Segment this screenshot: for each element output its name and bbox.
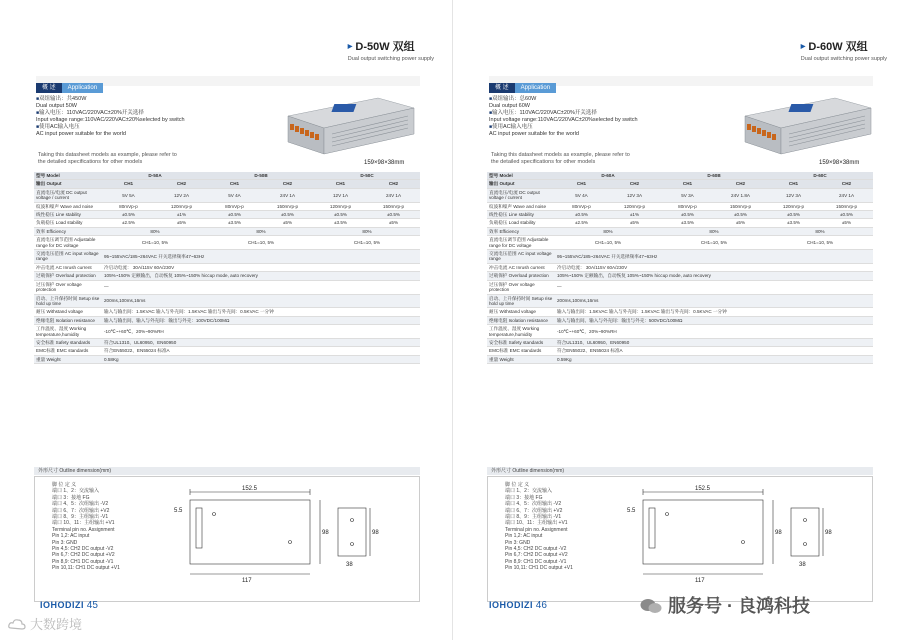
spec-cell: 24V 1.8A [714, 188, 767, 202]
spec-cell: CH1 [208, 180, 261, 188]
spec-cell: 输入与输出间：1.5KVAC 输入与外壳间：1.5KVAC 输出与外壳间：0.5KVAC 一分钟 [102, 308, 420, 316]
spec-cell: 105%~150% 定额输出，自动恢复 105%~150% hiccup mode, auto recovery [555, 272, 873, 280]
spec-row [34, 355, 420, 363]
spec-cell: D-50B [208, 172, 314, 180]
spec-cell: 5V 4A [555, 188, 608, 202]
spec-row [34, 263, 420, 271]
page-number: 46 [535, 600, 547, 611]
pin-line: Pin 8,9: CH1 DC output -V1 [52, 558, 114, 565]
spec-label: 耐压 Withstand voltage [34, 308, 102, 316]
brand-logo: IOHODIZI [40, 600, 84, 610]
spec-cell: 冷启动电流： 30A/115V 60A/230V [102, 263, 420, 271]
spec-cell: 12V 2A [155, 188, 208, 202]
spec-cell: 5V 3A [661, 188, 714, 202]
spec-row [34, 280, 420, 294]
pin-line: 脚 位 定 义 [505, 482, 530, 488]
spec-cell: 150mVp-p [714, 202, 767, 210]
note-line: the detailed specifications for other models [491, 159, 596, 165]
spec-cell: ±5% [261, 219, 314, 227]
spec-row [34, 272, 420, 280]
pin-line: Pin 6,7: CH2 DC output +V2 [505, 552, 568, 559]
spec-cell: 120mVp-p [767, 202, 820, 210]
spec-table [487, 172, 873, 364]
spec-cell: ±0.5% [261, 211, 314, 219]
spec-cell: 80% [661, 227, 767, 235]
pin-line: 端口 8、9：主组输出 -V1 [505, 514, 562, 521]
spec-row [487, 272, 873, 280]
spec-cell: 120mVp-p [314, 202, 367, 210]
spec-cell: 80% [208, 227, 314, 235]
feature-item: Dual output 50W [36, 103, 77, 109]
cloud-logo-icon [8, 617, 26, 631]
spec-label: 直流电压调节范围 Adjustable range for DC voltage [34, 236, 102, 250]
spec-label: 交流电压范围 AC input voltage range [34, 250, 102, 264]
spec-cell: D-50C [314, 172, 420, 180]
spec-cell: ±5% [714, 219, 767, 227]
spec-cell: 24V 1A [820, 188, 873, 202]
spec-label: 输出 Output [34, 180, 102, 188]
spec-row [487, 316, 873, 324]
spec-cell: CH1=10, 5% [767, 236, 873, 250]
spec-cell: ±3.5% [767, 219, 820, 227]
spec-row [487, 338, 873, 346]
spec-cell: CH1=10, 5% [314, 236, 420, 250]
spec-row [34, 227, 420, 235]
spec-cell: D-50A [102, 172, 208, 180]
spec-label: 冲击电流 AC Inrush current [487, 263, 555, 271]
spec-cell: 24V 1A [261, 188, 314, 202]
spec-cell: 24V 1A [367, 188, 420, 202]
product-image [725, 94, 873, 156]
feature-item: Input voltage range:110VAC/220VAC±20%selected by switch [489, 117, 638, 123]
spec-row [487, 280, 873, 294]
pin-line: 端口 3：接地 FG [505, 494, 543, 501]
spec-label: 直流电压/电流 DC output voltage / current [487, 188, 555, 202]
brand-logo: IOHODIZI [489, 600, 533, 610]
dim-text: 98 [372, 530, 379, 536]
spec-row [487, 202, 873, 210]
pin-line: Terminal pin no. Assignment [505, 526, 568, 533]
outline-drawing [170, 482, 384, 594]
spec-cell: CH2 [820, 180, 873, 188]
spec-cell: 95~155VAC/185~264VAC 开关选择频率47~63Hz [555, 250, 873, 264]
spec-row [34, 347, 420, 355]
spec-row [34, 308, 420, 316]
pin-assignment [505, 482, 615, 572]
feature-item: ■ 输入电压：110VAC/220VAC±20%开关选择 [36, 110, 185, 117]
spec-label: 启动、上升保持时间 Setup rise hold up time [34, 294, 102, 308]
spec-cell: CH1=10, 5% [208, 236, 314, 250]
outline-section-title: 外形尺寸 Outline dimension(mm) [487, 467, 873, 475]
spec-cell: 150mVp-p [261, 202, 314, 210]
feature-item: ■ 使用AC输入电压 [489, 124, 638, 131]
spec-label: 纹波和噪声 Wave and noise [34, 202, 102, 210]
spec-cell: 80mVp-p [555, 202, 608, 210]
outline-drawing [623, 482, 837, 594]
spec-label: 过压保护 Over voltage protection [487, 280, 555, 294]
spec-row [34, 211, 420, 219]
power-supply-illustration [268, 94, 416, 156]
pin-line: Pin 3: GND [52, 539, 78, 546]
spec-cell: 200ms,100ms,16ms [555, 294, 873, 308]
dim-text: 38 [346, 562, 353, 568]
spec-label: 直流电压/电流 DC output voltage / current [34, 188, 102, 202]
spec-cell: 0.59Kg [555, 355, 873, 363]
spec-label: 重量 Weight [34, 355, 102, 363]
spec-cell: D-60C [767, 172, 873, 180]
spec-cell: CH2 [714, 180, 767, 188]
dimension-label: 159×98×38mm [819, 160, 860, 166]
spec-cell: ±0.5% [102, 211, 155, 219]
power-supply-illustration [725, 94, 873, 156]
spec-label: 耐压 Withstand voltage [487, 308, 555, 316]
application-bar [36, 76, 420, 91]
dim-text: 98 [322, 530, 329, 536]
spec-row [34, 188, 420, 202]
spec-cell: 95~155VAC/185~264VAC 开关选择频率47~63Hz [102, 250, 420, 264]
application-label-cn: 概 述 [489, 83, 515, 93]
spec-label: 负载稳压 Load stability [487, 219, 555, 227]
spec-label: 安全标准 Safety standards [487, 338, 555, 346]
spec-row [487, 347, 873, 355]
spec-row [487, 263, 873, 271]
spec-cell: CH1=10, 5% [555, 236, 661, 250]
spec-label: 启动、上升保持时间 Setup rise hold up time [487, 294, 555, 308]
page-header [801, 38, 887, 62]
spec-label: 负载稳压 Load stability [34, 219, 102, 227]
pin-line: Pin 4,5: CH2 DC output -V2 [52, 546, 114, 553]
spec-cell: 120mVp-p [155, 202, 208, 210]
feature-item: Input voltage range:110VAC/220VAC±20%selected by switch [36, 117, 185, 123]
spec-row [487, 188, 873, 202]
note-line: Taking this datasheet models as example, please refer to [38, 152, 177, 158]
product-subtitle: Dual output switching power supply [800, 56, 887, 62]
spec-row [34, 219, 420, 227]
pin-line: 端口 6、7：次组输出 +V2 [505, 507, 563, 514]
spec-cell: ±0.5% [555, 211, 608, 219]
feature-item: ■ 使用AC输入电压 [36, 124, 185, 131]
dim-text: 98 [775, 530, 782, 536]
spec-cell: 5V 4A [208, 188, 261, 202]
spec-label: EMC标准 EMC standards [34, 347, 102, 355]
spec-row [34, 172, 420, 180]
watermark-right [640, 592, 810, 618]
dimension-label: 159×98×38mm [364, 160, 405, 166]
spec-cell: 符合UL1310、UL60950、EN60950 [102, 338, 420, 346]
spec-cell: 12V 3A [608, 188, 661, 202]
spec-cell: ±5% [155, 219, 208, 227]
spec-cell: 符合EN55022、EN55024 标准A [555, 347, 873, 355]
spec-cell: ±5% [820, 219, 873, 227]
spec-label: 直流电压调节范围 Adjustable range for DC voltage [487, 236, 555, 250]
pin-line: Pin 1,2: AC input [52, 533, 90, 540]
spec-cell: CH2 [608, 180, 661, 188]
watermark-left-text: 大数跨境 [30, 617, 83, 632]
spec-row [34, 180, 420, 188]
spec-cell: 12V 3A [767, 188, 820, 202]
pin-line: 端口 10、11：主组输出 +V1 [52, 520, 115, 527]
spec-table [34, 172, 420, 364]
datasheet-note [38, 152, 177, 166]
spec-cell: ±1% [155, 211, 208, 219]
spec-label: 纹波和噪声 Wave and noise [487, 202, 555, 210]
note-line: Taking this datasheet models as example, please refer to [491, 152, 630, 158]
spec-label: 线性稳压 Line stability [34, 211, 102, 219]
spec-cell: ±2.5% [102, 219, 155, 227]
pin-line: Pin 8,9: CH1 DC output -V1 [505, 558, 567, 565]
note-line: the detailed specifications for other models [38, 159, 143, 165]
spec-label: 工作温度、湿度 Working temperature,humidity [34, 325, 102, 339]
spec-label: 过载保护 Overload protection [34, 272, 102, 280]
dim-text: 117 [242, 578, 252, 584]
pin-line: 端口 4、5：次组输出 -V2 [505, 501, 562, 508]
spec-cell: CH2 [367, 180, 420, 188]
spec-cell: 12V 1A [314, 188, 367, 202]
spec-cell: 符合UL1310、UL60950、EN60950 [555, 338, 873, 346]
page-number: 45 [86, 600, 98, 611]
spec-cell: CH2 [155, 180, 208, 188]
dim-text: 5.5 [627, 508, 636, 514]
spec-row [487, 180, 873, 188]
application-label-en: Application [515, 83, 556, 93]
spec-label: 线性稳压 Line stability [487, 211, 555, 219]
spec-cell: 80% [314, 227, 420, 235]
pin-line: 端口 8、9：主组输出 -V1 [52, 514, 109, 521]
spec-cell: 150mVp-p [367, 202, 420, 210]
spec-cell: CH1 [661, 180, 714, 188]
spec-row [487, 325, 873, 339]
page-footer [489, 600, 547, 611]
spec-row [34, 202, 420, 210]
spec-label: 交流电压范围 AC input voltage range [487, 250, 555, 264]
spec-row [34, 236, 420, 250]
dim-text: 38 [799, 562, 806, 568]
spec-cell: 200ms,100ms,16ms [102, 294, 420, 308]
spec-cell: ±3.5% [661, 219, 714, 227]
product-image [268, 94, 416, 156]
outline-section-title: 外形尺寸 Outline dimension(mm) [34, 467, 420, 475]
spec-cell: 80% [102, 227, 208, 235]
pin-line: 端口 1、2：交流输入 [52, 488, 99, 495]
spec-cell: -10℃~+60℃，20%~90%RH [102, 325, 420, 339]
spec-cell: ±0.5% [767, 211, 820, 219]
spec-cell: 80mVp-p [102, 202, 155, 210]
spec-cell: CH1 [555, 180, 608, 188]
dim-text: 5.5 [174, 508, 183, 514]
spec-label: 过压保护 Over voltage protection [34, 280, 102, 294]
feature-item: ■ 双组输出：共450W [36, 96, 185, 103]
spec-cell: CH1 [314, 180, 367, 188]
spec-row [487, 172, 873, 180]
watermark-right-text: 服务号 · 良鸿科技 [668, 596, 810, 616]
spec-cell: 80mVp-p [208, 202, 261, 210]
spec-row [487, 294, 873, 308]
spec-row [487, 308, 873, 316]
spec-row [34, 250, 420, 264]
spec-row [34, 338, 420, 346]
spec-row [34, 325, 420, 339]
dim-text: 152.5 [695, 486, 711, 492]
spec-cell: 80% [767, 227, 873, 235]
feature-item: ■ 双组输出：总60W [489, 96, 638, 103]
feature-list [489, 96, 638, 138]
pin-line: Pin 1,2: AC input [505, 533, 543, 540]
spec-label: 型号 Model [34, 172, 102, 180]
product-title: ▶ D-50W 双组 [348, 38, 434, 54]
spec-cell: — [555, 280, 873, 294]
wechat-icon [640, 598, 662, 614]
pin-line: 端口 1、2：交流输入 [505, 488, 552, 495]
spec-cell: ±0.5% [208, 211, 261, 219]
watermark-left [8, 614, 82, 633]
spec-cell: CH1 [102, 180, 155, 188]
spec-cell: 80% [555, 227, 661, 235]
dim-text: 117 [695, 578, 705, 584]
spec-label: 型号 Model [487, 172, 555, 180]
spec-cell: ±5% [608, 219, 661, 227]
spec-cell: 输入与输出间、输入与外壳间：输出与外壳：100VDC/100MΩ [102, 316, 420, 324]
spec-cell: 150mVp-p [820, 202, 873, 210]
spec-cell: ±0.5% [314, 211, 367, 219]
pin-line: Pin 6,7: CH2 DC output +V2 [52, 552, 115, 559]
feature-item: ■ 输入电压：110VAC/220VAC±20%开关选择 [489, 110, 638, 117]
spec-label: 安全标准 Safety standards [34, 338, 102, 346]
spec-cell: 105%~150% 定额输出，自动恢复 105%~150% hiccup mode, auto recovery [102, 272, 420, 280]
spec-cell: 输入与输出间：1.5KVAC 输入与外壳间：1.5KVAC 输出与外壳间：0.5KVAC 一分钟 [555, 308, 873, 316]
spec-cell: — [102, 280, 420, 294]
spec-label: 效率 Efficiency [487, 227, 555, 235]
spec-cell: ±5% [367, 219, 420, 227]
spec-row [487, 211, 873, 219]
spec-label: 输出 Output [487, 180, 555, 188]
spec-cell: ±0.5% [820, 211, 873, 219]
spec-row [34, 294, 420, 308]
feature-item: AC input power suitable for the world [36, 131, 126, 137]
spec-label: 工作温度、湿度 Working temperature,humidity [487, 325, 555, 339]
feature-item: Dual output 60W [489, 103, 530, 109]
spec-label: 效率 Efficiency [34, 227, 102, 235]
product-title: ▶ D-60W 双组 [801, 38, 887, 54]
application-label-en: Application [62, 83, 103, 93]
spec-label: 绝缘电阻 Isolation resistance [34, 316, 102, 324]
spec-cell: ±1% [608, 211, 661, 219]
spec-cell: D-60B [661, 172, 767, 180]
dim-text: 98 [825, 530, 832, 536]
pin-line: 端口 6、7：次组输出 +V2 [52, 507, 110, 514]
page-footer [40, 600, 98, 611]
spec-cell: ±3.5% [208, 219, 261, 227]
spec-label: 冲击电流 AC Inrush current [34, 263, 102, 271]
application-label-cn: 概 述 [36, 83, 62, 93]
product-subtitle: Dual output switching power supply [347, 56, 434, 62]
spec-cell: ±3.5% [314, 219, 367, 227]
spec-cell: ±0.5% [367, 211, 420, 219]
pin-assignment [52, 482, 162, 572]
spec-cell: ±2.5% [555, 219, 608, 227]
spec-cell: 120mVp-p [608, 202, 661, 210]
application-bar [489, 76, 873, 91]
spec-label: 绝缘电阻 Isolation resistance [487, 316, 555, 324]
spec-cell: 输入与输出间、输入与外壳间：输出与外壳：500VDC/100MΩ [555, 316, 873, 324]
spec-row [487, 355, 873, 363]
spec-cell: 0.58Kg [102, 355, 420, 363]
spec-cell: CH1 [767, 180, 820, 188]
spec-label: 重量 Weight [487, 355, 555, 363]
pin-line: Pin 10,11: CH1 DC output +V1 [52, 565, 120, 572]
pin-line: 端口 10、11：主组输出 +V1 [505, 520, 568, 527]
pin-line: 端口 3：接地 FG [52, 494, 90, 501]
spec-cell: 5V 5A [102, 188, 155, 202]
pin-line: Pin 4,5: CH2 DC output -V2 [505, 546, 567, 553]
spec-cell: 符合EN55022、EN55024 标准A [102, 347, 420, 355]
pin-line: 脚 位 定 义 [52, 482, 77, 488]
spec-cell: CH2 [261, 180, 314, 188]
spec-cell: ±0.5% [661, 211, 714, 219]
spec-cell: 冷启动电流： 30A/115V 60A/230V [555, 263, 873, 271]
datasheet-note [491, 152, 630, 166]
page-left [0, 0, 452, 640]
pin-line: 端口 4、5：次组输出 -V2 [52, 501, 109, 508]
spec-cell: ±0.5% [714, 211, 767, 219]
feature-item: AC input power suitable for the world [489, 131, 579, 137]
spec-cell: 80mVp-p [661, 202, 714, 210]
spec-cell: -10℃~+60℃，20%~90%RH [555, 325, 873, 339]
page-header [348, 38, 434, 62]
spec-row [487, 219, 873, 227]
feature-list [36, 96, 185, 138]
spec-label: 过载保护 Overload protection [487, 272, 555, 280]
spec-row [34, 316, 420, 324]
pin-line: Terminal pin no. Assignment [52, 526, 115, 533]
pin-line: Pin 3: GND [505, 539, 531, 546]
spec-cell: D-60A [555, 172, 661, 180]
dim-text: 152.5 [242, 486, 258, 492]
page-right [453, 0, 905, 640]
spec-cell: CH1=10, 5% [102, 236, 208, 250]
spec-row [487, 227, 873, 235]
pin-line: Pin 10,11: CH1 DC output +V1 [505, 565, 573, 572]
spec-row [487, 250, 873, 264]
spec-row [487, 236, 873, 250]
spec-label: EMC标准 EMC standards [487, 347, 555, 355]
spec-cell: CH1=10, 5% [661, 236, 767, 250]
